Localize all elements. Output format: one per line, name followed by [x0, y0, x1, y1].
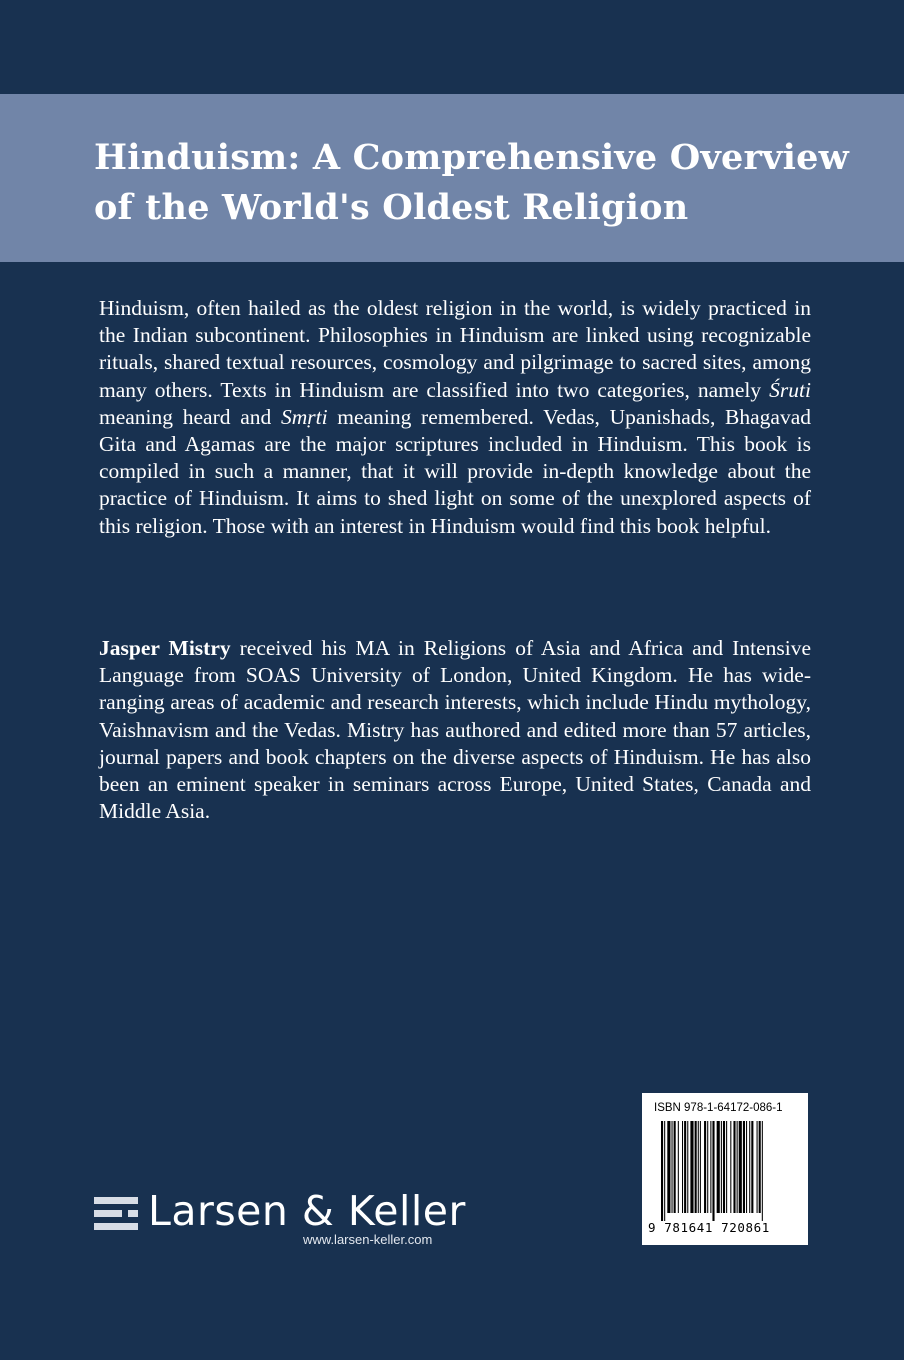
barcode-bar: [762, 1121, 763, 1221]
barcode-bar: [707, 1121, 708, 1213]
barcode-bar: [700, 1121, 701, 1213]
barcode-bar: [695, 1121, 697, 1213]
barcode-bar: [664, 1121, 665, 1221]
author-bio: [99, 635, 811, 825]
barcode-bar: [737, 1121, 738, 1213]
barcode-bar: [733, 1121, 735, 1213]
barcode-bar: [678, 1121, 679, 1213]
barcode-bar: [682, 1121, 683, 1213]
isbn-barcode-box: [642, 1093, 808, 1245]
title-line-1: Hinduism: A Comprehensive Overview: [94, 137, 849, 178]
barcode-bar: [672, 1121, 673, 1213]
blurb-term-sruti: Śruti: [769, 377, 811, 402]
blurb-term-smrti: Smṛti: [280, 404, 328, 429]
barcode-bar: [667, 1121, 670, 1213]
barcode-bar: [698, 1121, 699, 1213]
title-line-2: of the World's Oldest Religion: [94, 187, 689, 228]
book-title: [94, 133, 874, 233]
blurb-part-1: Hinduism, often hailed as the oldest religion in the world, is widely practiced in the Indian subcontinent. Philosophies in Hinduism are linked using recognizable rituals, shared textual resources, cosmology and pilgrimage to sacred sites, among many others. Texts in Hinduism are classified into two categories, namely: [99, 296, 811, 402]
barcode-bar: [726, 1121, 727, 1213]
author-name: Jasper Mistry: [99, 636, 231, 660]
barcode: [661, 1121, 801, 1221]
barcode-bar: [757, 1121, 758, 1213]
barcode-bar: [730, 1121, 731, 1213]
barcode-bar: [746, 1121, 747, 1213]
barcode-bar: [690, 1121, 693, 1213]
barcode-bar: [723, 1121, 725, 1213]
isbn-label: ISBN 978-1-64172-086-1: [654, 1102, 783, 1114]
publisher-logo-icon: [94, 1197, 138, 1231]
isbn-digits: 9 781641 720861: [648, 1220, 770, 1235]
barcode-bar: [751, 1121, 753, 1213]
barcode-bar: [687, 1121, 688, 1213]
publisher-name: Larsen & Keller: [148, 1187, 466, 1235]
publisher-logo: [94, 1187, 494, 1255]
barcode-bar: [674, 1121, 676, 1213]
barcode-bar: [749, 1121, 750, 1213]
blurb-part-2: meaning heard and: [99, 404, 281, 429]
publisher-url: www.larsen-keller.com: [303, 1232, 433, 1247]
barcode-bar: [712, 1121, 714, 1221]
barcode-bar: [759, 1121, 761, 1213]
barcode-bar: [717, 1121, 720, 1213]
barcode-bar: [739, 1121, 742, 1213]
barcode-bar: [743, 1121, 745, 1213]
barcode-bar: [661, 1121, 663, 1221]
barcode-bar: [704, 1121, 706, 1213]
author-bio-text: received his MA in Religions of Asia and Africa and Intensive Language from SOAS University of London, United Kingdom. He has wide-ranging areas of academic and research interests, which include Hindu mythology, Vaishnavism and the Vedas. Mistry has authored and edited more than 57 articles, journal papers and book chapters on the diverse aspects of Hinduism. He has also been an eminent speaker in seminars across Europe, United States, Canada and Middle Asia.: [99, 636, 811, 824]
barcode-bar: [721, 1121, 722, 1213]
blurb-part-3: meaning remembered. Vedas, Upanishads, Bhagavad Gita and Agamas are the major scriptures included in Hinduism. This book is compiled in such a manner, that it will provide in-depth knowledge about the practice of Hinduism. It aims to shed light on some of the unexplored aspects of this religion. Those with an interest in Hinduism would find this book helpful.: [99, 404, 812, 538]
barcode-bar: [684, 1121, 686, 1213]
barcode-bar: [710, 1121, 711, 1213]
book-blurb: [99, 295, 811, 540]
